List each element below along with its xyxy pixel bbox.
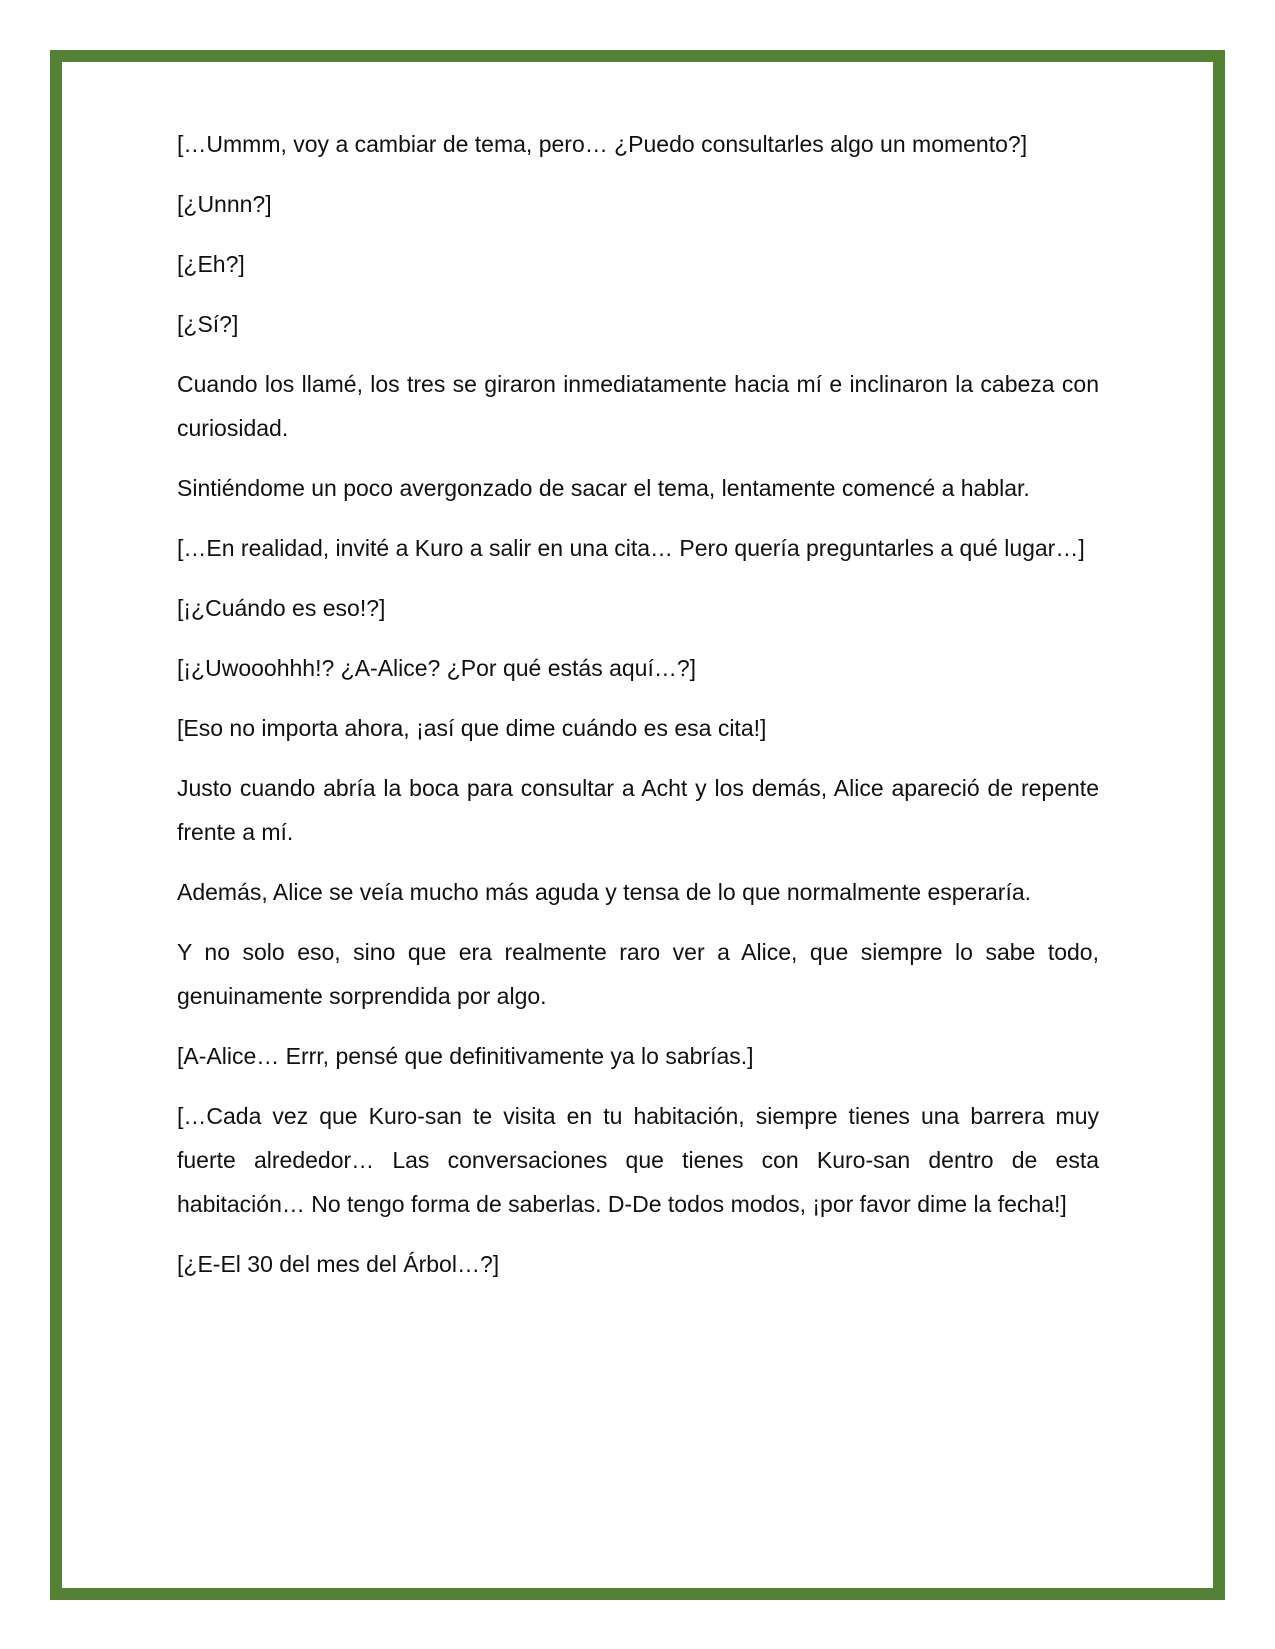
document-body [177, 122, 1099, 1302]
paragraph: […En realidad, invité a Kuro a salir en una cita… Pero quería preguntarles a qué lugar…] [177, 535, 1085, 561]
paragraph: [A-Alice… Errr, pensé que definitivamente ya lo sabrías.] [177, 1043, 754, 1069]
paragraph: [¿Sí?] [177, 311, 239, 337]
paragraph: Además, Alice se veía mucho más aguda y tensa de lo que normalmente esperaría. [177, 879, 1032, 905]
paragraph: […Cada vez que Kuro-san te visita en tu habitación, siempre tienes una barrera muy fuerte alrededor… Las conversaciones que tienes con Kuro-san dentro de esta habitación… No tengo forma de saberlas. D-De todos modos, ¡por favor dime la fecha!] [177, 1103, 1099, 1217]
paragraph: [¿E-El 30 del mes del Árbol…?] [177, 1251, 500, 1277]
paragraph: […Ummm, voy a cambiar de tema, pero… ¿Puedo consultarles algo un momento?] [177, 131, 1028, 157]
paragraph: [¿Eh?] [177, 251, 245, 277]
paragraph: [Eso no importa ahora, ¡así que dime cuándo es esa cita!] [177, 715, 767, 741]
paragraph: Justo cuando abría la boca para consultar a Acht y los demás, Alice apareció de repente frente a mí. [177, 775, 1099, 845]
paragraph: Sintiéndome un poco avergonzado de sacar el tema, lentamente comencé a hablar. [177, 475, 1030, 501]
paragraph: Cuando los llamé, los tres se giraron inmediatamente hacia mí e inclinaron la cabeza con curiosidad. [177, 371, 1099, 441]
paragraph: [¿Unnn?] [177, 191, 272, 217]
paragraph: [¡¿Uwooohhh!? ¿A-Alice? ¿Por qué estás aquí…?] [177, 655, 697, 681]
paragraph: [¡¿Cuándo es eso!?] [177, 595, 386, 621]
paragraph: Y no solo eso, sino que era realmente raro ver a Alice, que siempre lo sabe todo, genuinamente sorprendida por algo. [177, 939, 1099, 1009]
